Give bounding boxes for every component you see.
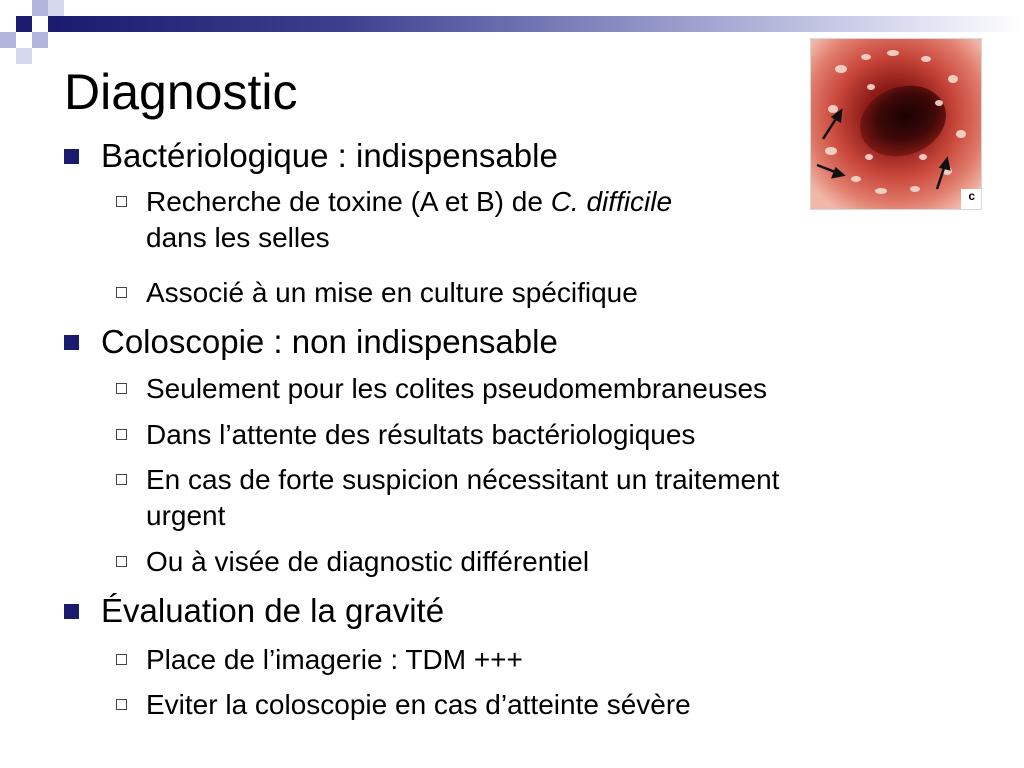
sub-bullet-continuation: dans les selles xyxy=(146,222,330,253)
square-bullet-icon xyxy=(64,604,79,619)
sub-bullet-text: Ou à visée de diagnostic différentiel xyxy=(146,546,590,577)
hollow-square-bullet-icon xyxy=(116,287,127,298)
sub-bullet-text: Associé à un mise en culture spécifique xyxy=(146,277,638,308)
image-panel-label: c xyxy=(968,189,975,203)
hollow-square-bullet-icon xyxy=(116,429,127,440)
hollow-square-bullet-icon xyxy=(116,196,127,207)
square-bullet-icon xyxy=(64,149,79,164)
endoscopy-photo xyxy=(810,38,982,210)
square-bullet-icon xyxy=(64,335,79,350)
sub-bullet-text: Place de l’imagerie : TDM +++ xyxy=(146,644,523,675)
sub-bullet-text: Eviter la coloscopie en cas d’atteinte sévère xyxy=(146,689,691,720)
sub-bullet-text xyxy=(146,185,672,219)
hollow-square-bullet-icon xyxy=(116,383,127,394)
sub-bullet-text-part: Recherche de toxine (A et B) de xyxy=(146,186,551,217)
organism-name: C. difficile xyxy=(550,186,673,217)
bullet-text: Coloscopie : non indispensable xyxy=(101,323,558,360)
slide-title: Diagnostic xyxy=(64,64,298,120)
bullet-text: Évaluation de la gravité xyxy=(101,592,445,629)
hollow-square-bullet-icon xyxy=(116,654,127,665)
sub-bullet-text: Dans l’attente des résultats bactériologiques xyxy=(146,419,696,450)
sub-bullet-continuation: urgent xyxy=(146,500,226,531)
bullet-text: Bactériologique : indispensable xyxy=(101,137,558,174)
colon-lumen-illustration xyxy=(811,39,981,209)
hollow-square-bullet-icon xyxy=(116,556,127,567)
hollow-square-bullet-icon xyxy=(116,699,127,710)
sub-bullet-text: En cas de forte suspicion nécessitant un traitement xyxy=(146,464,780,495)
sub-bullet-text: Seulement pour les colites pseudomembraneuses xyxy=(146,373,768,404)
hollow-square-bullet-icon xyxy=(116,474,127,485)
